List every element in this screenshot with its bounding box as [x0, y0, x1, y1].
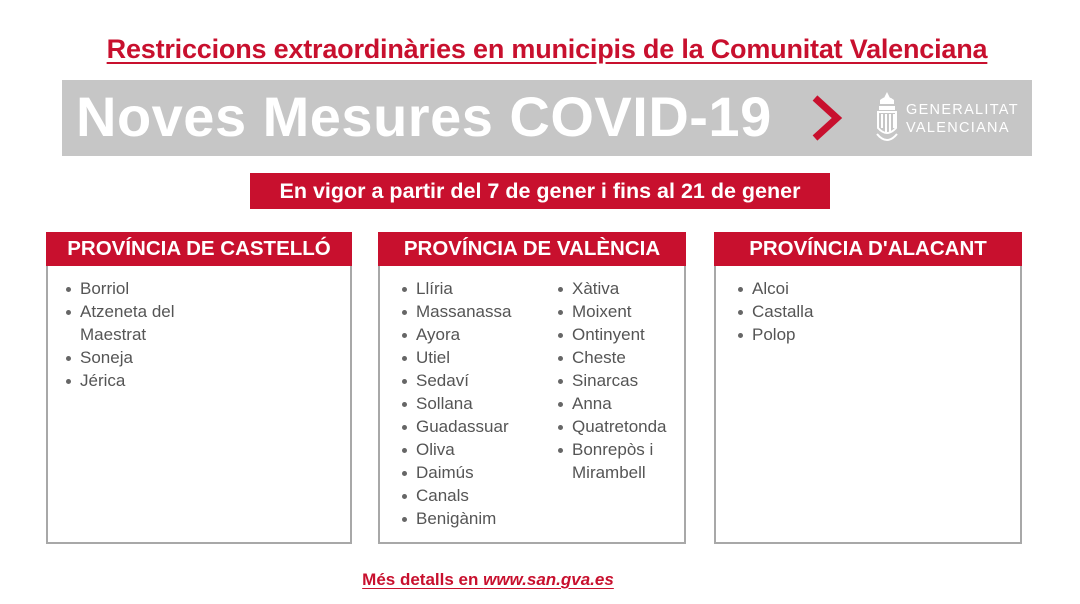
list-item: Soneja: [62, 346, 262, 369]
list-item: Bonrepòs i Mirambell: [554, 438, 672, 484]
list-item: Anna: [554, 392, 684, 415]
list-item: Polop: [734, 323, 934, 346]
list-item: Benigànim: [398, 507, 548, 530]
list-item: Daimús: [398, 461, 548, 484]
banner-title: Noves Mesures COVID-19: [76, 85, 772, 148]
list-item: Xàtiva: [554, 277, 684, 300]
list-item: Borriol: [62, 277, 262, 300]
list-item: Castalla: [734, 300, 934, 323]
town-list: [398, 277, 548, 530]
list-item: Massanassa: [398, 300, 548, 323]
province-header: PROVÍNCIA DE CASTELLÓ: [46, 232, 352, 266]
province-card-castello: [46, 232, 352, 544]
town-list: [554, 277, 684, 484]
province-header: PROVÍNCIA D'ALACANT: [714, 232, 1022, 266]
list-item: Sedaví: [398, 369, 548, 392]
more-details-link[interactable]: [0, 570, 976, 590]
chevron-right-icon: [807, 92, 847, 144]
list-item: Jérica: [62, 369, 262, 392]
list-item: Ayora: [398, 323, 548, 346]
province-card-valencia: [378, 232, 686, 544]
website-link[interactable]: www.san.gva.es: [483, 570, 614, 589]
province-header: PROVÍNCIA DE VALÈNCIA: [378, 232, 686, 266]
list-item: Ontinyent: [554, 323, 684, 346]
list-item: Cheste: [554, 346, 684, 369]
validity-banner: En vigor a partir del 7 de gener i fins al 21 de gener: [250, 173, 830, 209]
generalitat-valenciana-logo: [874, 90, 1024, 146]
list-item: Oliva: [398, 438, 548, 461]
list-item: Llíria: [398, 277, 548, 300]
list-item: Guadassuar: [398, 415, 548, 438]
list-item: Moixent: [554, 300, 684, 323]
town-list: [734, 277, 934, 346]
list-item: Sollana: [398, 392, 548, 415]
logo-line-1: GENERALITAT: [906, 102, 1019, 118]
banner: [62, 80, 1032, 156]
province-card-alacant: [714, 232, 1022, 544]
list-item: Atzeneta del Maestrat: [62, 300, 200, 346]
page-title: Restriccions extraordinàries en municipis de la Comunitat Valenciana: [106, 34, 988, 64]
more-details-prefix: Més detalls en: [362, 570, 484, 589]
list-item: Utiel: [398, 346, 548, 369]
list-item: Alcoi: [734, 277, 934, 300]
list-item: Sinarcas: [554, 369, 684, 392]
town-list: [62, 277, 262, 392]
logo-wordmark: [906, 101, 1019, 137]
coat-of-arms-icon: [874, 90, 900, 146]
list-item: Canals: [398, 484, 548, 507]
logo-line-2: VALENCIANA: [906, 120, 1010, 136]
list-item: Quatretonda: [554, 415, 684, 438]
